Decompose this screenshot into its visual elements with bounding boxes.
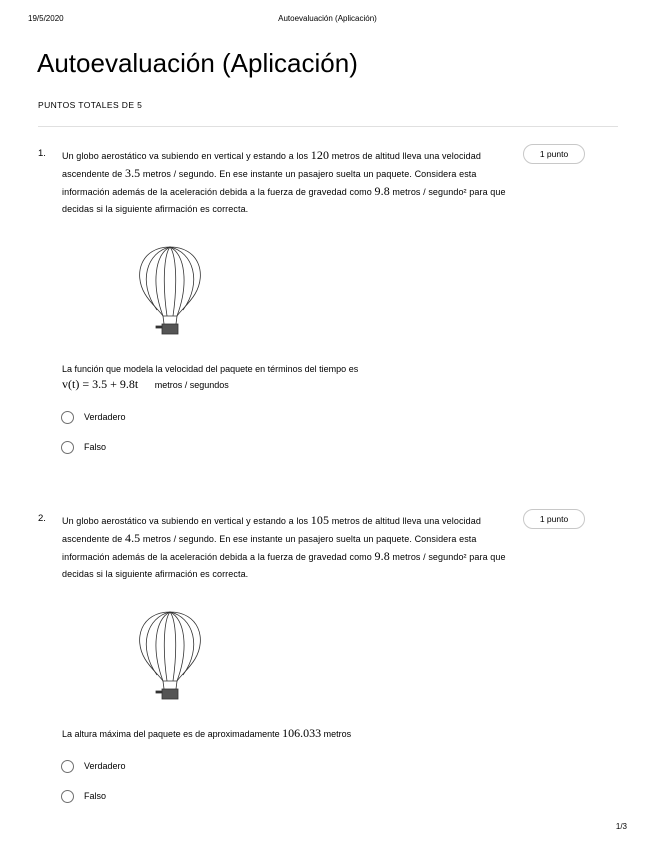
option-verdadero[interactable] [61,409,126,425]
points-badge: 1 punto [523,509,585,529]
gravity-value: 9.8 [374,184,390,198]
print-title: Autoevaluación (Aplicación) [278,14,377,23]
print-date: 19/5/2020 [28,14,64,23]
question-number: 1. [38,148,46,159]
speed-value: 3.5 [124,166,141,180]
height-value: 105 [310,513,330,527]
option-label: Verdadero [84,761,126,771]
question-text: Un globo aerostático va subiendo en vertical y estando a los 120 metros de altitud lleva una velocidad ascendente de 3.5 metros / segundo. En ese instante un pasajero suelta un paquete. Considera esta información además de la aceleración debida a la fuerza de gravedad como 9.8 metros / segundo² para que decidas si la siguiente afirmación es correcta. [62,148,506,214]
page-title: Autoevaluación (Aplicación) [37,48,358,78]
gravity-value: 9.8 [374,549,390,563]
points-badge: 1 punto [523,144,585,164]
page-number: 1/3 [615,822,627,831]
formula: v(t) = 3.5 + 9.8t [62,377,139,391]
radio-button[interactable] [61,441,74,454]
radio-button[interactable] [61,790,74,803]
radio-button[interactable] [61,760,74,773]
option-label: Verdadero [84,412,126,422]
option-verdadero[interactable] [61,758,126,774]
radio-button[interactable] [61,411,74,424]
height-value: 120 [310,148,330,162]
height-result: 106.033 [282,726,322,740]
hot-air-balloon-image [133,609,207,705]
statement: La función que modela la velocidad del paquete en términos del tiempo es v(t) = 3.5 + 9.8t metros / segundos [62,364,359,391]
formula-units: metros / segundos [154,380,229,390]
option-falso[interactable] [61,788,106,804]
hot-air-balloon-image [133,244,207,340]
divider [38,126,618,127]
question-text: Un globo aerostático va subiendo en vertical y estando a los 105 metros de altitud lleva una velocidad ascendente de 4.5 metros / segundo. En ese instante un pasajero suelta un paquete. Considera esta información además de la aceleración debida a la fuerza de gravedad como 9.8 metros / segundo² para que decidas si la siguiente afirmación es correcta. [62,513,506,579]
option-label: Falso [84,442,107,452]
option-label: Falso [84,791,107,801]
speed-value: 4.5 [124,531,141,545]
statement: La altura máxima del paquete es de aproximadamente 106.033 metros [62,726,352,740]
option-falso[interactable] [61,439,106,455]
total-points: PUNTOS TOTALES DE 5 [38,100,143,110]
question-number: 2. [38,513,46,524]
